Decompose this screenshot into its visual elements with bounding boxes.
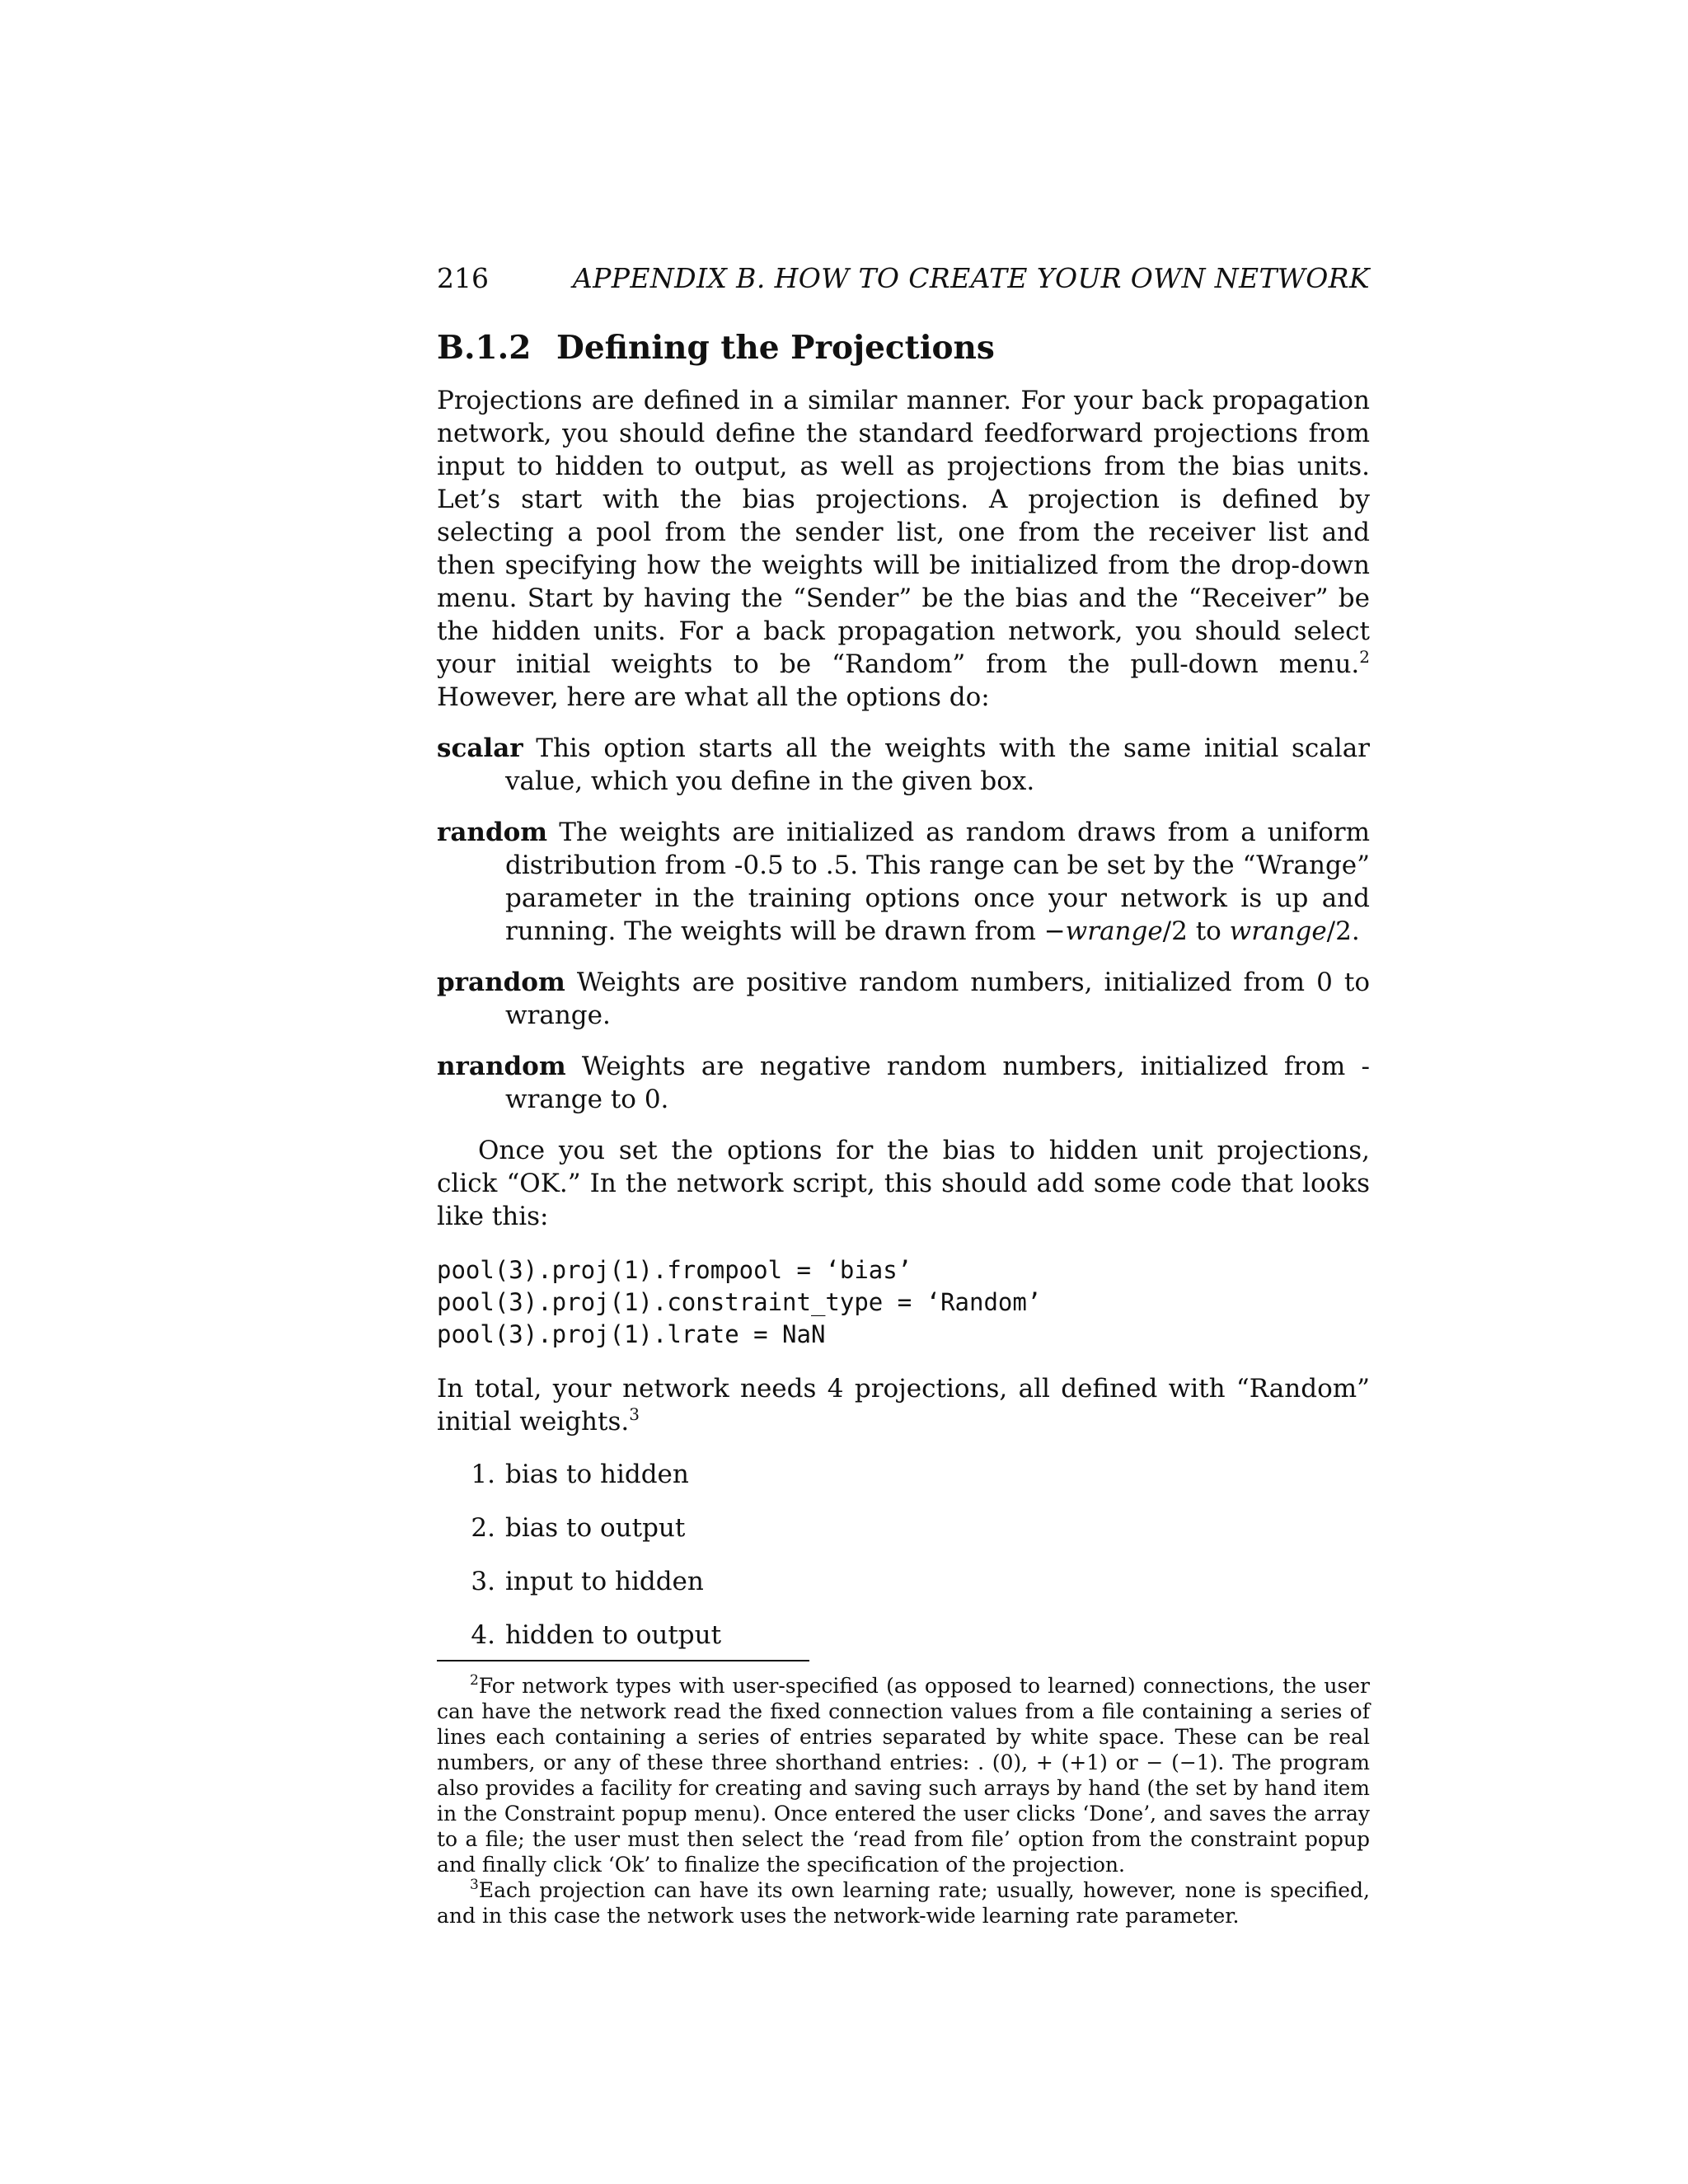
footnote-mark: 2 xyxy=(470,1672,479,1689)
after-options-paragraph: Once you set the options for the bias to hidden unit projections, click “OK.” In the network script, this should add some code that looks like this: xyxy=(437,1136,1370,1231)
list-number: 3. xyxy=(471,1567,495,1596)
code-line: pool(3).proj(1).lrate = NaN xyxy=(437,1320,826,1348)
footnote-text: Each projection can have its own learning rate; usually, however, none is specified, and in this case the network uses the network-wide learning rate parameter. xyxy=(437,1878,1370,1928)
code-line: pool(3).proj(1).frompool = ‘bias’ xyxy=(437,1256,912,1284)
total-paragraph xyxy=(437,1372,1370,1438)
book-page xyxy=(437,262,1370,1929)
option-term: random xyxy=(437,818,548,847)
list-item xyxy=(437,1565,1370,1598)
running-title: APPENDIX B. HOW TO CREATE YOUR OWN NETWORK xyxy=(572,262,1370,294)
formula-end: /2. xyxy=(1326,916,1360,946)
list-item xyxy=(437,1458,1370,1491)
list-number: 1. xyxy=(471,1460,495,1489)
option-term: prandom xyxy=(437,968,565,997)
list-label: hidden to output xyxy=(505,1620,722,1650)
section-heading xyxy=(437,328,1370,368)
option-nrandom xyxy=(437,1050,1370,1116)
section-title: Defining the Projections xyxy=(556,329,995,367)
list-label: bias to hidden xyxy=(505,1460,689,1489)
list-label: input to hidden xyxy=(505,1567,704,1596)
code-line: pool(3).proj(1).constraint_type = ‘Random’ xyxy=(437,1288,1042,1316)
list-number: 4. xyxy=(471,1620,495,1650)
option-prandom xyxy=(437,966,1370,1032)
running-header xyxy=(437,262,1370,295)
list-number: 2. xyxy=(471,1513,495,1543)
footnote-ref-3: 3 xyxy=(629,1404,640,1424)
option-desc: The weights are initialized as random draws from a uniform distribution from -0.5 to .5. This range can be set by the “Wrange” parameter in the training options once your network is up and running. The weights will be drawn from xyxy=(505,818,1370,946)
list-item xyxy=(437,1511,1370,1544)
weight-options-list xyxy=(437,732,1370,1116)
footnote-3 xyxy=(437,1877,1370,1929)
formula-neg-wrange: −wrange xyxy=(1043,916,1163,946)
footnote-text: For network types with user-specified (as opposed to learned) connections, the user can have the network read the fixed connection values from a file containing a series of lines each containing a series of entries separated by white space. These can be real numbers, or any of these three shorthand entries: . (0), + (+1) or − (−1). The program also provides a facility for creating and saving such arrays by hand (the set by hand item in the Constraint popup menu). Once entered the user clicks ‘Done’, and saves the array to a file; the user must then select the ‘read from file’ option from the constraint popup and finally click ‘Ok’ to finalize the specification of the projection. xyxy=(437,1674,1370,1877)
list-item xyxy=(437,1619,1370,1652)
page-number: 216 xyxy=(437,262,489,294)
option-random xyxy=(437,816,1370,948)
footnote-2 xyxy=(437,1673,1370,1877)
option-desc: Weights are positive random numbers, initialized from 0 to wrange. xyxy=(505,968,1370,1030)
code-block xyxy=(437,1254,1370,1351)
footnote-mark: 3 xyxy=(470,1877,479,1893)
option-scalar xyxy=(437,732,1370,798)
projections-list xyxy=(437,1458,1370,1652)
option-term: scalar xyxy=(437,733,523,763)
option-desc: This option starts all the weights with the same initial scalar value, which you define in the given box. xyxy=(505,733,1370,796)
footnote-rule xyxy=(437,1660,809,1661)
formula-mid: /2 to xyxy=(1162,916,1230,946)
formula-wrange: wrange xyxy=(1229,916,1327,946)
intro-paragraph xyxy=(437,384,1370,714)
footnotes xyxy=(437,1673,1370,1929)
option-term: nrandom xyxy=(437,1052,566,1081)
footnote-ref-2: 2 xyxy=(1359,647,1370,667)
intro-tail: However, here are what all the options do: xyxy=(437,682,990,712)
intro-text: Projections are defined in a similar manner. For your back propagation network, you should define the standard feedforward projections from input to hidden to output, as well as projections from the bias units. Let’s start with the bias projections. A projection is defined by selecting a pool from the sender list, one from the receiver list and then specifying how the weights will be initialized from the drop-down menu. Start by having the “Sender” be the bias and the “Receiver” be the hidden units. For a back propagation network, you should select your initial weights to be “Random” from the pull-down menu. xyxy=(437,386,1370,679)
total-text: In total, your network needs 4 projections, all defined with “Random” initial weights. xyxy=(437,1374,1370,1436)
option-desc: Weights are negative random numbers, initialized from -wrange to 0. xyxy=(505,1052,1370,1114)
section-number: B.1.2 xyxy=(437,329,532,367)
list-label: bias to output xyxy=(505,1513,686,1543)
